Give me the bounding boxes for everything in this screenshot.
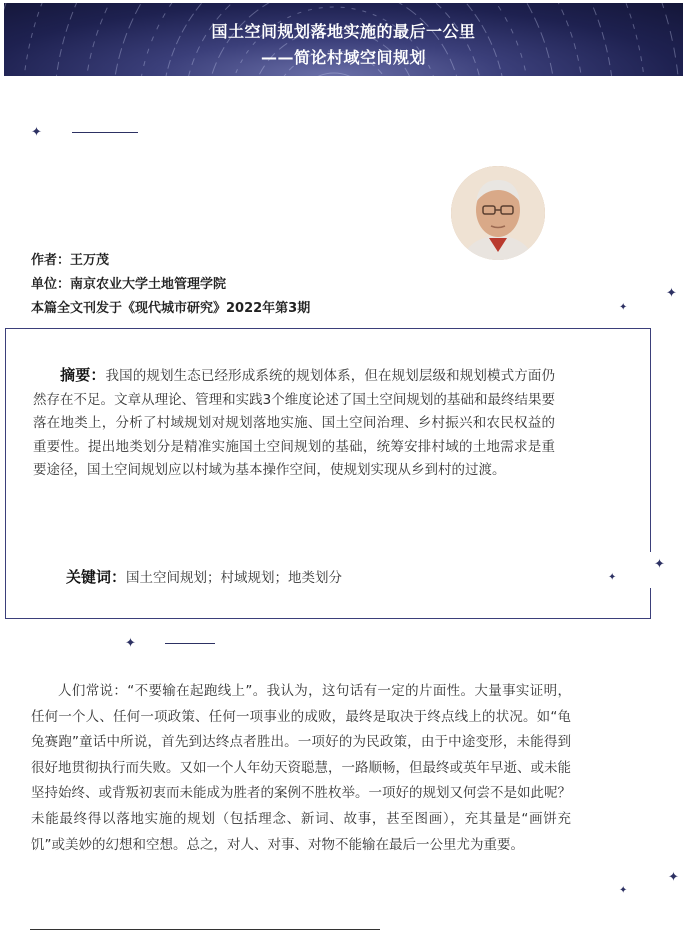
keywords-value: 国土空间规划；村域规划；地类划分 [126,570,343,586]
author-line: 作者：王万茂 [31,253,110,268]
sparkle-icon: ✦ [608,572,617,583]
author-avatar [451,166,545,260]
keywords-line [66,566,342,587]
sparkle-icon: ✦ [125,636,136,651]
sparkle-icon: ✦ [619,885,628,896]
bottom-divider [30,929,380,930]
abstract-text: 我国的规划生态已经形成系统的规划体系，但在规划层级和规划模式方面仍然存在不足。文章从理论、管理和实践3个维度论述了国土空间规划的基础和最终结果要落在地类上，分析了村域规划对规划落地实施、国土空间治理、乡村振兴和农民权益的重要性。提出地类划分是精准实施国土空间规划的基础，统筹安排村域的土地需求是重要途径，国土空间规划应以村域为基本操作空间，使规划实现从乡到村的过渡。 [33,368,555,478]
body-paragraph: 人们常说：“不要输在起跑线上”。我认为，这句话有一定的片面性。大量事实证明，任何一个人、任何一项政策、任何一项事业的成败，最终是取决于终点线上的状况。如“龟兔赛跑”童话中所说，首先到达终点者胜出。一项好的为民政策，由于中途变形，未能得到很好地贯彻执行而失败。又如一个人年幼天资聪慧，一路顺畅，但最终或英年早逝、或未能坚持始终、或背叛初衷而未能成为胜者的案例不胜枚举。一项好的规划又何尝不是如此呢？未能最终得以落地实施的规划（包括理念、新词、故事，甚至图画），充其量是“画饼充饥”或美妙的幻想和空想。总之，对人、对事、对物不能输在最后一公里尤为重要。 [31,683,571,853]
sparkle-icon: ✦ [619,302,628,313]
sparkle-icon: ✦ [654,557,665,572]
header-banner [4,3,683,76]
decorative-line [72,132,138,133]
banner-title-line1: 国土空间规划落地实施的最后一公里 [211,22,476,41]
publication-line: 本篇全文刊发于《现代城市研究》2022年第3期 [31,301,311,316]
keywords-label: 关键词： [66,568,127,586]
unit-line: 单位：南京农业大学土地管理学院 [31,277,227,292]
decorative-line [165,643,215,644]
abstract-label: 摘要： [60,366,106,384]
banner-title-line2: ——简论村域空间规划 [260,48,426,67]
sparkle-icon: ✦ [668,870,679,885]
sparkle-icon: ✦ [31,125,42,140]
abstract-paragraph [33,364,555,483]
sparkle-icon: ✦ [666,286,677,301]
